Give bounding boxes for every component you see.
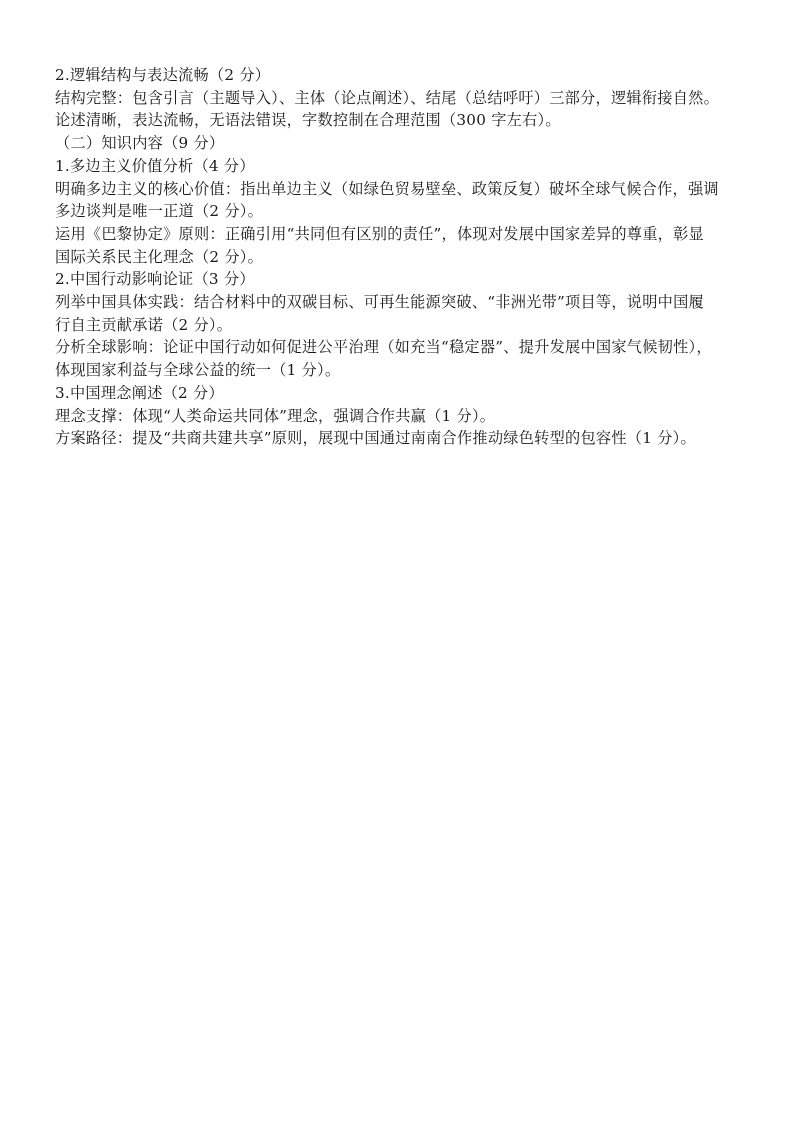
paragraph-line: 运用《巴黎协定》原则：正确引用“共同但有区别的责任”，体现对发展中国家差异的尊重，彰显 (55, 224, 704, 243)
paragraph-line: 列举中国具体实践：结合材料中的双碳目标、可再生能源突破、“非洲光带”项目等，说明中国履 (55, 293, 704, 312)
document-body (55, 64, 755, 450)
section-heading-logic-structure: 2.逻辑结构与表达流畅（2 分） (55, 66, 271, 84)
paragraph-line: 论述清晰，表达流畅，无语法错误，字数控制在合理范围（300 字左右）。 (55, 111, 561, 130)
paragraph-line: 多边谈判是唯一正道（2 分）。 (55, 202, 264, 221)
paragraph-line: 方案路径：提及“共商共建共享”原则，展现中国通过南南合作推动绿色转型的包容性（1 分）。 (55, 429, 696, 448)
paragraph-line: 国际关系民主化理念（2 分）。 (55, 247, 264, 266)
section-heading-knowledge-content: （二）知识内容（9 分） (55, 134, 225, 153)
section-heading-china-action: 2.中国行动影响论证（3 分） (55, 270, 255, 289)
paragraph-line: 明确多边主义的核心价值：指出单边主义（如绿色贸易壁垒、政策反复）破坏全球气候合作，强调 (55, 179, 719, 198)
paragraph-line: 体现国家利益与全球公益的统一（1 分）。 (55, 361, 341, 380)
paragraph-line: 理念支撑：体现“人类命运共同体”理念，强调合作共赢（1 分）。 (55, 406, 496, 425)
paragraph-line: 行自主贡献承诺（2 分）。 (55, 315, 233, 334)
paragraph-line: 分析全球影响：论证中国行动如何促进公平治理（如充当“稳定器”、提升发展中国家气候韧性）， (55, 338, 712, 357)
section-heading-multilateralism: 1.多边主义价值分析（4 分） (55, 156, 255, 175)
section-heading-china-concept: 3.中国理念阐述（2 分） (55, 383, 224, 402)
paragraph-line: 结构完整：包含引言（主题导入）、主体（论点阐述）、结尾（总结呼吁）三部分，逻辑衔接自然。 (55, 88, 720, 107)
